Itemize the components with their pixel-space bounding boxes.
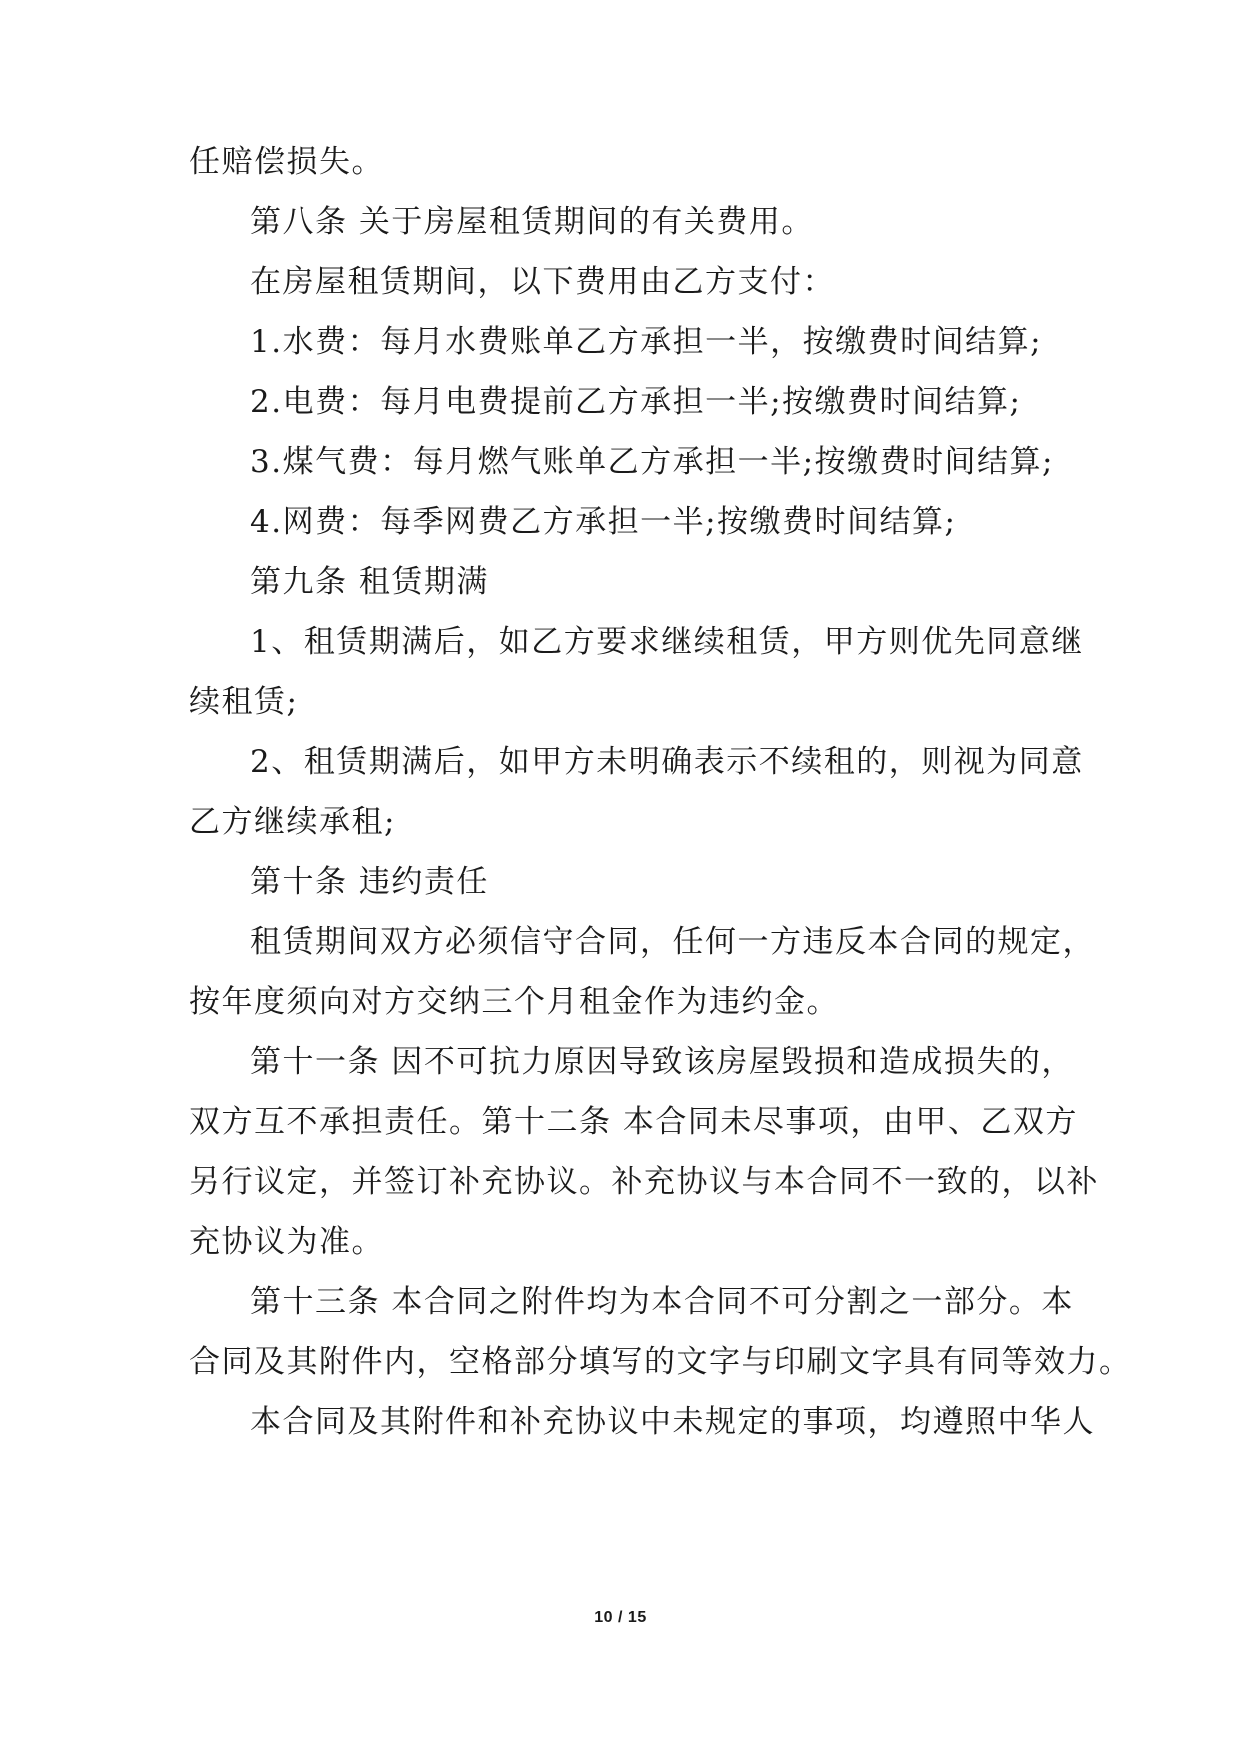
text-line: 乙方继续承租; [189, 804, 396, 840]
text-line: 本合同及其附件和补充协议中未规定的事项，均遵照中华人 [250, 1404, 1095, 1440]
text-line: 第十三条 本合同之附件均为本合同不可分割之一部分。本 [250, 1284, 1074, 1320]
section-heading: 第十条 违约责任 [250, 864, 489, 900]
text-line: 第十一条 因不可抗力原因导致该房屋毁损和造成损失的， [250, 1044, 1074, 1080]
text-line: 充协议为准。 [189, 1224, 384, 1260]
text-line: 2.电费：每月电费提前乙方承担一半;按缴费时间结算; [250, 384, 1022, 420]
text-line: 按年度须向对方交纳三个月租金作为违约金。 [189, 984, 839, 1020]
text-line: 2、租赁期满后，如甲方未明确表示不续租的，则视为同意 [250, 744, 1084, 780]
text-line: 续租赁; [189, 684, 299, 720]
text-line: 3.煤气费：每月燃气账单乙方承担一半;按缴费时间结算; [250, 444, 1054, 480]
text-line: 合同及其附件内，空格部分填写的文字与印刷文字具有同等效力。 [189, 1344, 1132, 1380]
text-line: 另行议定，并签订补充协议。补充协议与本合同不一致的，以补 [189, 1164, 1099, 1200]
text-line: 双方互不承担责任。第十二条 本合同未尽事项，由甲、乙双方 [189, 1104, 1078, 1140]
text-line: 第八条 关于房屋租赁期间的有关费用。 [250, 204, 814, 240]
page-number: 10 / 15 [594, 1609, 647, 1626]
text-line: 租赁期间双方必须信守合同，任何一方违反本合同的规定， [250, 924, 1095, 960]
text-line: 在房屋租赁期间，以下费用由乙方支付： [250, 264, 835, 300]
section-heading: 第九条 租赁期满 [250, 564, 489, 600]
text-line: 4.网费：每季网费乙方承担一半;按缴费时间结算; [250, 504, 957, 540]
text-line: 1.水费：每月水费账单乙方承担一半，按缴费时间结算; [250, 324, 1043, 360]
text-line: 1、租赁期满后，如乙方要求继续租赁，甲方则优先同意继 [250, 624, 1084, 660]
text-line: 任赔偿损失。 [189, 144, 384, 180]
